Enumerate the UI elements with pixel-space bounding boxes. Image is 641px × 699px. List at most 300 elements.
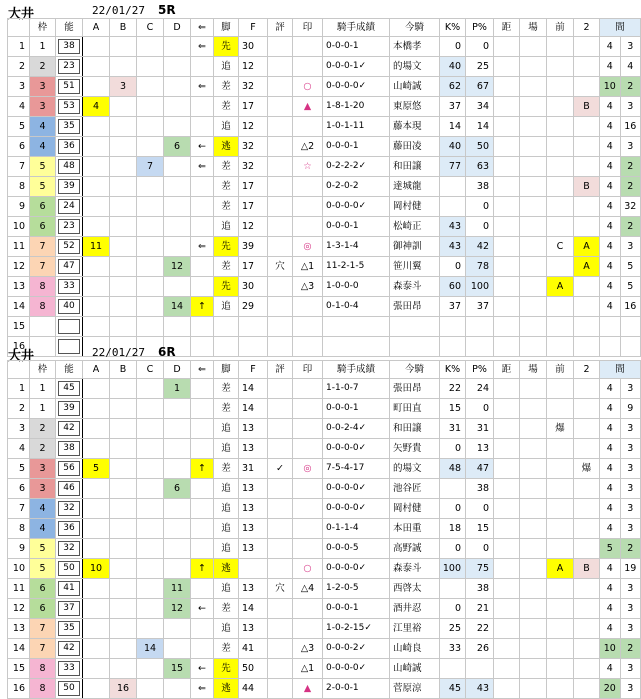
cell-noi <box>56 197 83 217</box>
cell-no: 9 <box>8 539 30 559</box>
cell-k: 22 <box>440 379 466 399</box>
cell-c <box>137 619 164 639</box>
cell-mark <box>293 619 323 639</box>
cell-d: 12 <box>164 257 191 277</box>
cell-mae <box>547 157 574 177</box>
column-header: 2 <box>574 361 600 379</box>
cell-arrow: ⇐ <box>191 237 214 257</box>
cell-f: 12 <box>239 57 268 77</box>
cell-hyo <box>268 297 293 317</box>
cell-ma1: 20 <box>600 679 621 699</box>
cell-dist <box>494 37 520 57</box>
cell-rec: 0-0-0-0✓ <box>323 197 390 217</box>
horse-row <box>8 639 641 659</box>
cell-k: 60 <box>440 277 466 297</box>
cell-k <box>440 197 466 217</box>
cell-mark: △1 <box>293 659 323 679</box>
cell-mae <box>547 679 574 699</box>
cell-d <box>164 419 191 439</box>
ability-box: 56 <box>58 461 80 476</box>
cell-dist <box>494 77 520 97</box>
cell-mark <box>293 499 323 519</box>
cell-mae <box>547 539 574 559</box>
cell-d: 6 <box>164 137 191 157</box>
cell-mark <box>293 419 323 439</box>
cell-kyaku: 差 <box>214 257 239 277</box>
cell-a <box>83 137 110 157</box>
cell-mark <box>293 599 323 619</box>
cell-two: 爆 <box>574 459 600 479</box>
cell-p: 100 <box>466 277 494 297</box>
cell-b <box>110 579 137 599</box>
cell-f: 30 <box>239 277 268 297</box>
cell-jockey: 笹川翼 <box>390 257 440 277</box>
cell-no: 14 <box>8 297 30 317</box>
cell-k <box>440 579 466 599</box>
ability-box: 39 <box>58 401 80 416</box>
ability-box: 36 <box>58 139 80 154</box>
cell-ba <box>520 379 547 399</box>
cell-mark <box>293 539 323 559</box>
column-header: 騎手成績 <box>323 361 390 379</box>
cell-p: 0 <box>466 399 494 419</box>
cell-c <box>137 659 164 679</box>
cell-f: 41 <box>239 639 268 659</box>
cell-mark <box>293 399 323 419</box>
cell-jockey: 高野誠 <box>390 539 440 559</box>
column-header: P% <box>466 19 494 37</box>
cell-f: 14 <box>239 379 268 399</box>
cell-k: 14 <box>440 117 466 137</box>
cell-k: 0 <box>440 539 466 559</box>
cell-dist <box>494 97 520 117</box>
ability-box: 39 <box>58 179 80 194</box>
cell-dist <box>494 539 520 559</box>
cell-k: 0 <box>440 257 466 277</box>
cell-ba <box>520 519 547 539</box>
cell-two <box>574 519 600 539</box>
cell-k <box>440 317 466 337</box>
cell-noi <box>56 619 83 639</box>
cell-no: 10 <box>8 217 30 237</box>
venue-label: 大井 <box>8 7 35 22</box>
ability-box: 37 <box>58 601 80 616</box>
cell-hyo <box>268 399 293 419</box>
cell-noi <box>56 439 83 459</box>
cell-ma2: 3 <box>620 97 641 117</box>
cell-waku: 4 <box>30 499 56 519</box>
cell-rec: 0-0-0-1 <box>323 399 390 419</box>
cell-rec: 0-0-2-4✓ <box>323 419 390 439</box>
cell-c <box>137 77 164 97</box>
cell-d: 11 <box>164 579 191 599</box>
cell-kyaku <box>214 317 239 337</box>
cell-k: 48 <box>440 459 466 479</box>
cell-jockey: 菅原涼 <box>390 679 440 699</box>
cell-kyaku: 差 <box>214 97 239 117</box>
cell-d <box>164 619 191 639</box>
cell-f: 13 <box>239 419 268 439</box>
ability-box: 42 <box>58 641 80 656</box>
cell-ma1: 4 <box>600 399 621 419</box>
cell-noi <box>56 679 83 699</box>
cell-waku: 7 <box>30 639 56 659</box>
cell-noi <box>56 237 83 257</box>
cell-arrow <box>191 519 214 539</box>
cell-no: 16 <box>8 337 30 357</box>
cell-dist <box>494 117 520 137</box>
cell-noi <box>56 57 83 77</box>
cell-k: 15 <box>440 399 466 419</box>
cell-hyo <box>268 137 293 157</box>
cell-d <box>164 539 191 559</box>
cell-kyaku: 追 <box>214 479 239 499</box>
cell-waku: 3 <box>30 479 56 499</box>
cell-noi <box>56 379 83 399</box>
cell-ma1: 4 <box>600 459 621 479</box>
cell-c <box>137 57 164 77</box>
cell-arrow: ⇐ <box>191 77 214 97</box>
cell-no: 1 <box>8 37 30 57</box>
cell-ba <box>520 539 547 559</box>
cell-b <box>110 459 137 479</box>
cell-mae <box>547 97 574 117</box>
cell-arrow <box>191 399 214 419</box>
cell-kyaku: 差 <box>214 599 239 619</box>
cell-b <box>110 499 137 519</box>
cell-mae <box>547 479 574 499</box>
cell-p: 67 <box>466 77 494 97</box>
horse-row <box>8 277 641 297</box>
cell-waku: 4 <box>30 519 56 539</box>
cell-ma2: 3 <box>620 419 641 439</box>
cell-a <box>83 479 110 499</box>
horse-row <box>8 499 641 519</box>
cell-p: 0 <box>466 499 494 519</box>
cell-dist <box>494 599 520 619</box>
cell-k: 31 <box>440 419 466 439</box>
cell-mae <box>547 379 574 399</box>
cell-b <box>110 97 137 117</box>
cell-arrow: ⇐ <box>191 679 214 699</box>
cell-waku: 6 <box>30 197 56 217</box>
cell-f: 13 <box>239 439 268 459</box>
cell-f: 12 <box>239 217 268 237</box>
cell-mae <box>547 117 574 137</box>
ability-box: 45 <box>58 381 80 396</box>
cell-c <box>137 97 164 117</box>
cell-kyaku: 逃 <box>214 679 239 699</box>
cell-ba <box>520 277 547 297</box>
cell-no: 13 <box>8 619 30 639</box>
cell-f <box>239 559 268 579</box>
cell-hyo <box>268 679 293 699</box>
cell-waku: 3 <box>30 459 56 479</box>
cell-jockey: 岡村健 <box>390 197 440 217</box>
cell-arrow <box>191 277 214 297</box>
cell-kyaku: 追 <box>214 117 239 137</box>
cell-dist <box>494 277 520 297</box>
cell-arrow <box>191 499 214 519</box>
cell-two <box>574 317 600 337</box>
cell-ma1: 4 <box>600 559 621 579</box>
cell-mae <box>547 197 574 217</box>
ability-box: 53 <box>58 99 80 114</box>
cell-waku: 8 <box>30 277 56 297</box>
cell-ma1: 4 <box>600 419 621 439</box>
cell-a <box>83 317 110 337</box>
cell-rec: 0-0-0-2✓ <box>323 639 390 659</box>
cell-p: 24 <box>466 379 494 399</box>
cell-mark <box>293 317 323 337</box>
cell-hyo <box>268 539 293 559</box>
cell-waku: 4 <box>30 137 56 157</box>
ability-box: 35 <box>58 119 80 134</box>
cell-mae <box>547 57 574 77</box>
cell-dist <box>494 679 520 699</box>
cell-f: 13 <box>239 499 268 519</box>
cell-waku: 5 <box>30 539 56 559</box>
horse-row <box>8 679 641 699</box>
cell-two <box>574 539 600 559</box>
cell-arrow: ↑ <box>191 297 214 317</box>
cell-ma1: 5 <box>600 539 621 559</box>
date-label: 22/01/27 <box>92 346 145 359</box>
cell-hyo <box>268 217 293 237</box>
cell-mark <box>293 197 323 217</box>
horse-row <box>8 137 641 157</box>
horse-row <box>8 97 641 117</box>
cell-no: 4 <box>8 439 30 459</box>
cell-c <box>137 297 164 317</box>
cell-two <box>574 439 600 459</box>
cell-mae <box>547 257 574 277</box>
cell-jockey: 岡村健 <box>390 499 440 519</box>
horse-row <box>8 599 641 619</box>
cell-hyo: ✓ <box>268 459 293 479</box>
cell-hyo <box>268 519 293 539</box>
cell-c: 7 <box>137 157 164 177</box>
column-header <box>8 19 30 37</box>
cell-b <box>110 659 137 679</box>
cell-two <box>574 157 600 177</box>
cell-two <box>574 419 600 439</box>
ability-box: 33 <box>58 279 80 294</box>
cell-ma2: 3 <box>620 579 641 599</box>
cell-mae <box>547 217 574 237</box>
column-header: F <box>239 361 268 379</box>
cell-rec: 1-1-0-7 <box>323 379 390 399</box>
cell-two: A <box>574 237 600 257</box>
column-header: 距 <box>494 361 520 379</box>
cell-a <box>83 579 110 599</box>
cell-d: 6 <box>164 479 191 499</box>
cell-mae: A <box>547 559 574 579</box>
cell-d <box>164 499 191 519</box>
cell-f: 32 <box>239 77 268 97</box>
horse-row <box>8 297 641 317</box>
cell-mae <box>547 77 574 97</box>
column-header: 今騎 <box>390 19 440 37</box>
cell-d <box>164 157 191 177</box>
cell-ma2 <box>620 317 641 337</box>
cell-arrow: ⇐ <box>191 37 214 57</box>
cell-dist <box>494 559 520 579</box>
cell-ma2: 3 <box>620 599 641 619</box>
cell-two <box>574 379 600 399</box>
ability-box: 32 <box>58 501 80 516</box>
cell-kyaku: 追 <box>214 439 239 459</box>
cell-hyo <box>268 317 293 337</box>
cell-d <box>164 559 191 579</box>
cell-b: 16 <box>110 679 137 699</box>
cell-two <box>574 297 600 317</box>
cell-ba <box>520 639 547 659</box>
cell-ma2: 2 <box>620 177 641 197</box>
cell-f: 17 <box>239 257 268 277</box>
column-header: D <box>164 19 191 37</box>
cell-noi <box>56 479 83 499</box>
cell-ba <box>520 479 547 499</box>
cell-jockey: 矢野貴 <box>390 439 440 459</box>
cell-ba <box>520 237 547 257</box>
ability-box: 42 <box>58 421 80 436</box>
cell-dist <box>494 419 520 439</box>
cell-kyaku: 先 <box>214 37 239 57</box>
cell-mark: △3 <box>293 277 323 297</box>
cell-c <box>137 679 164 699</box>
cell-mark: △4 <box>293 579 323 599</box>
cell-p: 38 <box>466 479 494 499</box>
cell-ba <box>520 297 547 317</box>
cell-f: 13 <box>239 519 268 539</box>
column-header: 脚 <box>214 361 239 379</box>
cell-rec: 0-0-0-0✓ <box>323 499 390 519</box>
cell-d <box>164 639 191 659</box>
cell-noi <box>56 217 83 237</box>
cell-dist <box>494 659 520 679</box>
cell-no: 7 <box>8 157 30 177</box>
column-header: B <box>110 19 137 37</box>
cell-ba <box>520 679 547 699</box>
cell-arrow: ↑ <box>191 559 214 579</box>
cell-ma2: 4 <box>620 57 641 77</box>
cell-arrow: ← <box>191 137 214 157</box>
cell-jockey: 江里裕 <box>390 619 440 639</box>
cell-p: 31 <box>466 419 494 439</box>
cell-rec: 0-0-0-0✓ <box>323 559 390 579</box>
cell-hyo <box>268 37 293 57</box>
column-header: D <box>164 361 191 379</box>
cell-ma1: 4 <box>600 237 621 257</box>
cell-noi <box>56 519 83 539</box>
cell-kyaku: 追 <box>214 579 239 599</box>
cell-k <box>440 177 466 197</box>
cell-mark: ◎ <box>293 459 323 479</box>
cell-jockey: 張田昂 <box>390 297 440 317</box>
column-header: 印 <box>293 361 323 379</box>
cell-d <box>164 197 191 217</box>
cell-no: 12 <box>8 599 30 619</box>
cell-kyaku: 逃 <box>214 559 239 579</box>
cell-c <box>137 519 164 539</box>
cell-d: 12 <box>164 599 191 619</box>
cell-hyo <box>268 57 293 77</box>
ability-box: 38 <box>58 441 80 456</box>
column-header: 距 <box>494 19 520 37</box>
cell-p: 38 <box>466 579 494 599</box>
cell-two <box>574 217 600 237</box>
cell-c <box>137 539 164 559</box>
column-header: B <box>110 361 137 379</box>
cell-two <box>574 337 600 357</box>
cell-waku: 5 <box>30 177 56 197</box>
cell-rec: 0-0-0-0✓ <box>323 479 390 499</box>
date-label: 22/01/27 <box>92 4 145 17</box>
cell-ma1 <box>600 317 621 337</box>
horse-row <box>8 217 641 237</box>
cell-k <box>440 659 466 679</box>
column-header: ⇐ <box>191 361 214 379</box>
cell-noi <box>56 77 83 97</box>
cell-hyo <box>268 619 293 639</box>
cell-noi <box>56 639 83 659</box>
horse-row <box>8 439 641 459</box>
cell-jockey <box>390 317 440 337</box>
cell-arrow <box>191 117 214 137</box>
cell-jockey: 張田昂 <box>390 379 440 399</box>
cell-mark <box>293 297 323 317</box>
cell-hyo <box>268 499 293 519</box>
cell-ma1: 4 <box>600 57 621 77</box>
cell-mark <box>293 439 323 459</box>
cell-dist <box>494 479 520 499</box>
cell-kyaku: 追 <box>214 57 239 77</box>
horse-row <box>8 619 641 639</box>
cell-b <box>110 619 137 639</box>
cell-k: 0 <box>440 37 466 57</box>
cell-two <box>574 479 600 499</box>
cell-ma1: 4 <box>600 117 621 137</box>
cell-ma1: 4 <box>600 479 621 499</box>
cell-dist <box>494 157 520 177</box>
cell-hyo <box>268 237 293 257</box>
ability-box: 51 <box>58 79 80 94</box>
cell-mae <box>547 137 574 157</box>
cell-jockey: 達城龍 <box>390 177 440 197</box>
cell-dist <box>494 57 520 77</box>
cell-hyo <box>268 659 293 679</box>
ability-box: 38 <box>58 39 80 54</box>
cell-dist <box>494 317 520 337</box>
cell-d <box>164 439 191 459</box>
cell-dist <box>494 579 520 599</box>
cell-noi <box>56 117 83 137</box>
race-label: 6R <box>158 345 176 359</box>
cell-f: 13 <box>239 539 268 559</box>
column-header: 場 <box>520 19 547 37</box>
cell-c <box>137 399 164 419</box>
cell-rec: 1-0-0-0 <box>323 277 390 297</box>
cell-two <box>574 619 600 639</box>
cell-no: 8 <box>8 177 30 197</box>
cell-rec: 2-0-0-1 <box>323 679 390 699</box>
cell-f: 30 <box>239 37 268 57</box>
cell-kyaku: 追 <box>214 499 239 519</box>
cell-ma2: 3 <box>620 679 641 699</box>
cell-ba <box>520 317 547 337</box>
cell-ma1: 4 <box>600 197 621 217</box>
